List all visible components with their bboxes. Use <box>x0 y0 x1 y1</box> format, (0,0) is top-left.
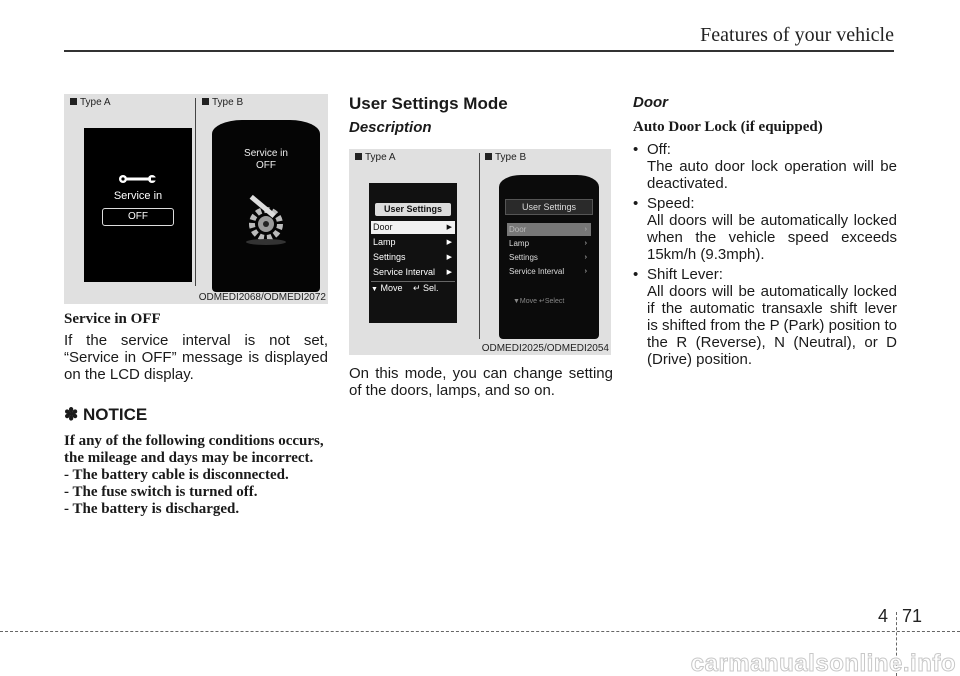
notice-item: - The fuse switch is turned off. <box>64 484 258 500</box>
gear-wrench-icon <box>238 194 294 250</box>
off-value-box: OFF <box>102 208 174 226</box>
notice-item: - The battery cable is disconnected. <box>64 467 289 483</box>
chevron-right-icon: › <box>584 240 587 247</box>
figure-caption: ODMEDI2025/ODMEDI2054 <box>481 343 609 354</box>
figure-divider <box>195 98 196 286</box>
door-lock-options-list <box>633 141 897 368</box>
chevron-right-icon: › <box>584 254 587 261</box>
list-item-speed: • Speed: All doors will be automatically locked when the vehicle speed exceeds 15km/h (9.3mph). <box>633 195 897 263</box>
user-settings-mode-title: User Settings Mode <box>349 94 508 113</box>
triangle-right-icon: ▶ <box>446 224 452 231</box>
type-a-label: Type A <box>70 97 111 108</box>
enter-icon: ↵ <box>412 283 421 293</box>
type-b-lcd-screen <box>212 120 320 292</box>
column-1 <box>64 94 328 518</box>
menu-item-lamp: Lamp ▶ <box>373 237 452 247</box>
type-b-label: Type B <box>485 152 526 163</box>
menu-item-settings: Settings › <box>509 253 587 262</box>
notice-icon: ✽ <box>64 405 79 424</box>
triangle-right-icon: ▶ <box>446 254 452 261</box>
user-settings-paragraph: On this mode, you can change setting of the doors, lamps, and so on. <box>349 365 613 399</box>
auto-door-lock-heading: Auto Door Lock (if equipped) <box>633 119 823 135</box>
square-bullet-icon <box>355 153 362 160</box>
triangle-right-icon: ▶ <box>446 239 452 246</box>
notice-body <box>64 433 328 518</box>
footer-rule <box>0 631 960 632</box>
list-item-off: • Off: The auto door lock operation will be deactivated. <box>633 141 897 192</box>
move-select-hint: ▼Move ↵Select <box>513 298 565 305</box>
type-a-lcd-screen <box>84 128 192 282</box>
type-a-user-settings-screen <box>369 183 457 323</box>
menu-item-service-interval: Service Interval ▶ <box>373 267 452 277</box>
service-in-off-paragraph: If the service interval is not set, “Service in OFF” message is displayed on the LCD display. <box>64 332 328 383</box>
user-settings-figure <box>349 149 611 355</box>
menu-item-lamp: Lamp › <box>509 239 587 248</box>
menu-item-service-interval: Service Interval › <box>509 267 587 276</box>
header-title: Features of your vehicle <box>700 24 894 46</box>
figure-caption: ODMEDI2068/ODMEDI2072 <box>198 292 326 303</box>
square-bullet-icon <box>70 98 77 105</box>
wrench-icon <box>118 174 158 184</box>
chevron-right-icon: › <box>584 226 587 233</box>
service-in-text: Service in <box>113 190 163 202</box>
triangle-right-icon: ▶ <box>446 269 452 276</box>
menu-item-door: Door › <box>507 223 591 236</box>
menu-item-door: Door ▶ <box>371 221 455 234</box>
page-number: 71 <box>902 606 923 626</box>
service-in-off-figure <box>64 94 328 304</box>
type-b-user-settings-screen <box>499 175 599 339</box>
description-subtitle: Description <box>349 119 432 136</box>
list-item-shift-lever: • Shift Lever: All doors will be automatically locked if the automatic transaxle shift lever is shifted from the P (Park) position to the R (Reverse), N (Neutral), or D (Drive) position. <box>633 266 897 368</box>
chevron-right-icon: › <box>584 268 587 275</box>
user-settings-screen-title: User Settings <box>505 199 593 215</box>
type-b-service-text: Service in OFF <box>244 148 288 171</box>
type-b-label: Type B <box>202 97 243 108</box>
down-arrow-icon: ▼ <box>371 286 378 293</box>
notice-item: - The battery is discharged. <box>64 501 240 517</box>
door-title: Door <box>633 94 668 111</box>
notice-title: ✽ NOTICE <box>64 405 148 424</box>
header-rule <box>64 50 894 52</box>
column-3 <box>633 94 897 371</box>
figure-divider <box>479 153 480 339</box>
type-a-label: Type A <box>355 152 396 163</box>
watermark: carmanualsonline.info <box>690 650 956 676</box>
chapter-number: 4 <box>878 606 889 626</box>
square-bullet-icon <box>202 98 209 105</box>
service-in-off-heading: Service in OFF <box>64 311 161 327</box>
menu-item-settings: Settings ▶ <box>373 252 452 262</box>
notice-line: If any of the following conditions occurs, the mileage and days may be incorrect. <box>64 433 324 466</box>
column-2 <box>349 94 613 399</box>
user-settings-screen-title: User Settings <box>375 203 451 216</box>
square-bullet-icon <box>485 153 492 160</box>
move-select-bar: ▼ Move ↵ Sel. <box>371 281 455 294</box>
